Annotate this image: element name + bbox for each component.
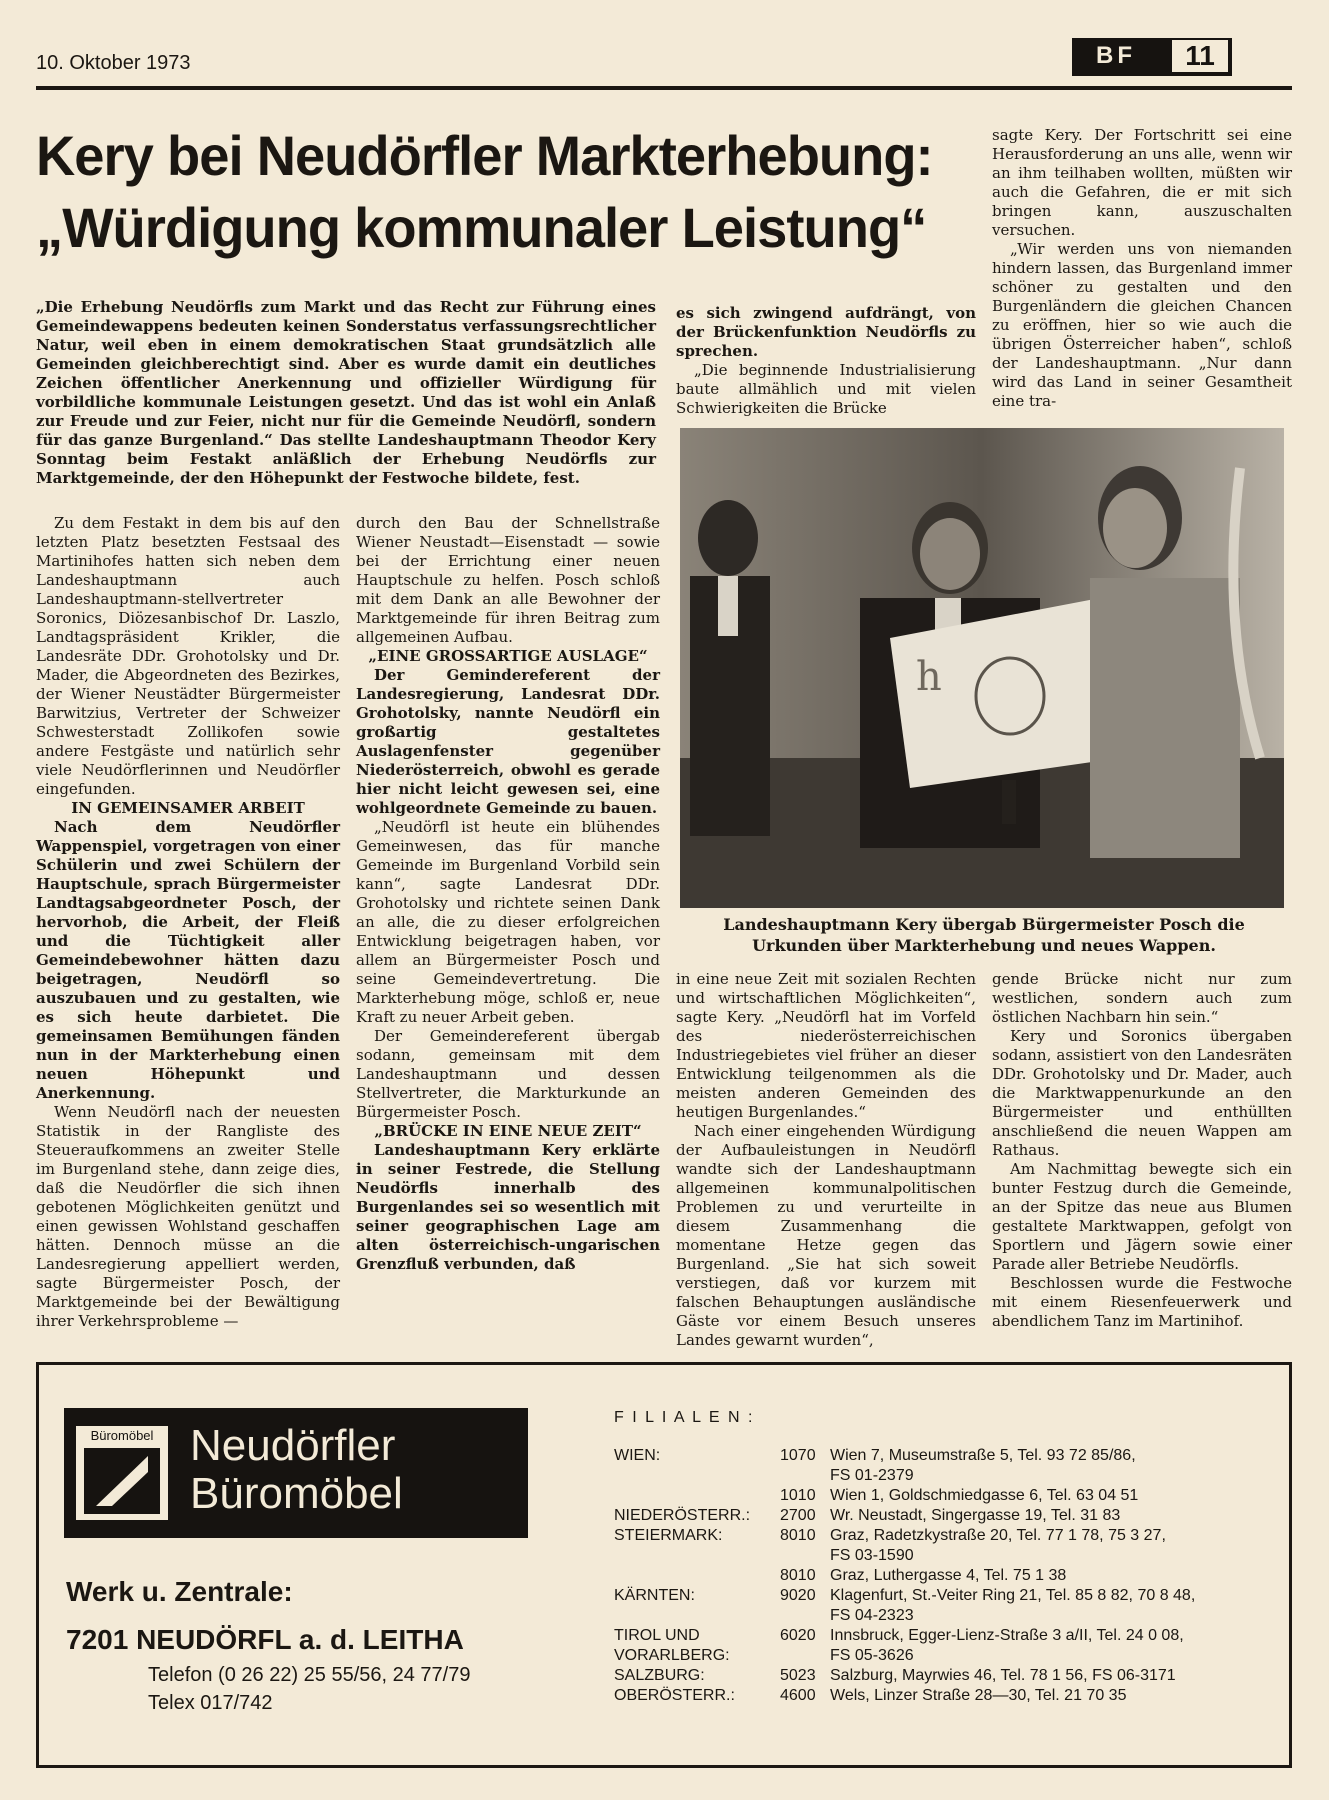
branch-address — [830, 1626, 1184, 1666]
branch-code: 8010 — [780, 1527, 816, 1544]
branch-region — [614, 1566, 780, 1586]
headline-line-1: Kery bei Neudörfler Markterhebung: — [36, 124, 933, 187]
branch-address: Graz, Luthergasse 4, Tel. 75 1 38 — [830, 1567, 1067, 1584]
branch-line: FS 03-1590 — [830, 1547, 914, 1564]
branch-row — [614, 1666, 1284, 1686]
hq-title: Werk u. Zentrale: — [66, 1576, 293, 1607]
branch-code: 2700 — [780, 1507, 816, 1524]
paragraph: Beschlossen wurde die Festwoche mit einem Riesenfeuerwerk und abendlichem Tanz im Martinihof. — [992, 1274, 1292, 1330]
paragraph: sagte Kery. Der Fortschritt sei eine Herausforderung an uns alle, wenn wir an ihm teilhaben wollten, müßten wir auch die Gefahren, die er mit sich bringen kann, auszuschalten versuchen. — [992, 126, 1292, 239]
paragraph: „Wir werden uns von niemanden hindern lassen, das Burgenland immer schöner zu gestalten und den Burgenländern die gleichen Chancen zu eröffnen, hier so wie auch die übrigen Österreicher haben“, schloß der Landeshauptmann. „Nur dann wird das Land in seiner Gesamtheit eine tra- — [992, 240, 1292, 410]
paragraph: durch den Bau der Schnellstraße Wiener Neustadt—Eisenstadt — sowie bei der Errichtung einer neuen Hauptschule zu helfen. Posch schloß mit dem Dank an alle Bewohner der Marktgemeinde für ihren Beitrag zum allgemeinen Aufbau. — [356, 514, 660, 646]
company-logo — [64, 1408, 528, 1538]
article-headline — [36, 120, 948, 264]
paragraph: „Die beginnende Industrialisierung baute allmählich und mit vielen Schwierigkeiten die Brücke — [676, 361, 976, 417]
paragraph: Der Gemeindereferent übergab sodann, gemeinsam mit dem Landeshauptmann und dessen Stellvertreter, die Markturkunde an Bürgermeister Posch. — [356, 1027, 660, 1121]
branch-region-line: TIROL UND — [614, 1627, 700, 1644]
branch-region — [614, 1486, 780, 1506]
hq-telex: Telex 017/742 — [148, 1692, 273, 1714]
branch-region: SALZBURG: — [614, 1667, 705, 1684]
article-lead: „Die Erhebung Neudörfls zum Markt und das Recht zur Führung eines Gemeindewappens bedeuten keinen Sonderstatus verfassungsrechtlicher Natur, weil eben in einem demokratischen Staat grundsätzlich alle Gemeinden gleichberechtigt sind. Aber es wurde damit ein deutliches Zeichen öffentlicher Anerkennung und offizieller Würdigung für vorbildliche kommunale Leistungen gesetzt. Und das ist wohl ein Anlaß zur Freude und zur Feier, nicht nur für die Gemeinde Neudörfl, sondern für das ganze Burgenland.“ Das stellte Landeshauptmann Theodor Kery Sonntag beim Festakt anläßlich der Erhebung Neudörfls zur Marktgemeinde, der den Höhepunkt der Festwoche bildete, fest. — [36, 298, 656, 487]
subheading: „BRÜCKE IN EINE NEUE ZEIT“ — [374, 1122, 642, 1140]
branch-code: 1070 — [780, 1447, 816, 1464]
column-1 — [36, 514, 340, 1331]
paragraph: Nach einer eingehenden Würdigung der Aufbauleistungen in Neudörfl wandte sich der Landeshauptmann allgemeinen kommunalpolitischen Problemen zu und verurteilte in diesem Zusammenhang die momentane Hetze gegen das Burgenland. „Sie hat sich soweit verstiegen, daß vor kurzem mit falschen Behauptungen ausländische Gäste vor einem Besuch unseres Landes gewarnt wurden“, — [676, 1122, 976, 1349]
logo-name — [190, 1422, 403, 1518]
branch-row — [614, 1686, 1284, 1706]
branch-line: FS 01-2379 — [830, 1467, 914, 1484]
branch-code: 5023 — [780, 1667, 816, 1684]
section-tag — [1072, 38, 1232, 76]
branch-address: Wr. Neustadt, Singergasse 19, Tel. 31 83 — [830, 1507, 1121, 1524]
logo-badge-text: Büromöbel — [90, 1428, 154, 1443]
paragraph: Kery und Soronics übergaben sodann, assistiert von den Landesräten DDr. Grohotolsky und Dr. Mader, auch die Marktwappenurkunde an den Bürgermeister und enthüllten anschließend die neuen Wappen am Rathaus. — [992, 1027, 1292, 1159]
page-number: 11 — [1172, 40, 1228, 72]
paragraph: „Neudörfl ist heute ein blühendes Gemeinwesen, das für manche Gemeinde im Burgenland Vorbild sein kann“, sagte Landesrat DDr. Grohotolsky und richtete seinen Dank an alle, die zu dieser erfolgreichen Entwicklung beigetragen haben, vor allem an Bürgermeister Posch und seine Gemeindevertretung. Die Markterhebung möge, schloß er, neue Kraft zu neuer Arbeit geben. — [356, 818, 660, 1026]
hq-address: 7201 NEUDÖRFL a. d. LEITHA — [66, 1624, 464, 1655]
photo-illustration — [680, 428, 1284, 908]
column-3-bottom — [676, 970, 976, 1350]
branch-region: KÄRNTEN: — [614, 1587, 695, 1604]
branch-code: 1010 — [780, 1487, 816, 1504]
branch-line: Klagenfurt, St.-Veiter Ring 21, Tel. 85 8 82, 70 8 48, — [830, 1587, 1196, 1604]
logo-name-line-2: Büromöbel — [190, 1469, 403, 1518]
article-photo — [680, 428, 1284, 908]
branch-address — [830, 1446, 1136, 1486]
paragraph: in eine neue Zeit mit sozialen Rechten und wirtschaftlichen Möglichkeiten“, sagte Kery. „Neudörfl hat im Vorfeld des niederösterreichischen Industriegebietes viel früher an dieser Entwicklung teilgenommen als die meisten anderen Gemeinden des heutigen Burgenlandes.“ — [676, 970, 976, 1121]
branch-code: 6020 — [780, 1627, 816, 1644]
branch-row — [614, 1506, 1284, 1526]
issue-date: 10. Oktober 1973 — [36, 52, 191, 74]
branch-address: Wien 1, Goldschmiedgasse 6, Tel. 63 04 51 — [830, 1487, 1139, 1504]
column-3-top — [676, 304, 976, 418]
branches-title: F I L I A L E N : — [614, 1409, 755, 1426]
subheading: IN GEMEINSAMER ARBEIT — [71, 799, 305, 817]
paragraph: Nach dem Neudörfler Wappenspiel, vorgetragen von einer Schülerin und zwei Schülern der Hauptschule, sprach Bürgermeister Landtagsabgeordneter Posch, der hervorhob, die Arbeit, der Fleiß und die Tüchtigkeit aller Gemeindebewohner hätten dazu beigetragen, Neudörfl so auszubauen und zu gestalten, wie es sich heute darbietet. Die gemeinsamen Bemühungen fänden nun in der Markterhebung einen neuen Höhepunkt und Anerkennung. — [36, 818, 340, 1102]
paragraph: es sich zwingend aufdrängt, von der Brückenfunktion Neudörfls zu sprechen. — [676, 304, 976, 360]
branch-row — [614, 1446, 1284, 1486]
branch-line: Innsbruck, Egger-Lienz-Straße 3 a/II, Tel. 24 0 08, — [830, 1627, 1184, 1644]
branch-region: NIEDERÖSTERR.: — [614, 1507, 751, 1524]
branch-address: Wels, Linzer Straße 28—30, Tel. 21 70 35 — [830, 1687, 1127, 1704]
hq-phone: Telefon (0 26 22) 25 55/56, 24 77/79 — [148, 1664, 471, 1686]
logo-name-line-1: Neudörfler — [190, 1421, 396, 1470]
branch-address — [830, 1586, 1195, 1626]
paragraph: Zu dem Festakt in dem bis auf den letzten Platz besetzten Festsaal des Martinihofes hatten sich neben dem Landeshauptmann auch Landeshauptmann-stellvertreter Soronics, Diözesanbischof Dr. Laszlo, Landtagspräsident Krikler, die Landesräte DDr. Grohotolsky und Dr. Mader, die Abgeordneten des Bezirkes, der Wiener Neustädter Bürgermeister Barwitzius, Vertreter der Schweizer Schwesterstadt Zollikofen sowie andere Festgäste und natürlich sehr viele Neudörflerinnen und Neudörfler eingefunden. — [36, 514, 340, 798]
branch-region — [614, 1626, 780, 1666]
branch-row — [614, 1566, 1284, 1586]
branch-region: STEIERMARK: — [614, 1527, 723, 1544]
subheading: „EINE GROSSARTIGE AUSLAGE“ — [368, 647, 648, 665]
branch-address — [830, 1526, 1166, 1566]
photo-caption: Landeshauptmann Kery übergab Bürgermeister Posch die Urkunden über Markterhebung und neues Wappen. — [723, 915, 1245, 955]
branch-row — [614, 1626, 1284, 1666]
paragraph: Landeshauptmann Kery erklärte in seiner Festrede, die Stellung Neudörfls innerhalb des Burgenlandes sei so wesentlich mit seiner geographischen Lage am alten österreichisch-ungarischen Grenzfluß verbunden, daß — [356, 1141, 660, 1273]
paragraph: Der Gemindereferent der Landesregierung, Landesrat DDr. Grohotolsky, nannte Neudörfl ein großartig gestaltetes Auslagenfenster gegenüber Niederösterreich, obwohl es gerade hier nicht leicht gewesen sei, eine wohlgeordnete Gemeinde zu bauen. — [356, 666, 660, 817]
section-label: BF — [1096, 42, 1136, 69]
branch-region-line: VORARLBERG: — [614, 1647, 730, 1664]
branch-line: FS 05-3626 — [830, 1647, 914, 1664]
column-2 — [356, 514, 660, 1274]
column-4-bottom — [992, 970, 1292, 1331]
column-4-top — [992, 126, 1292, 411]
branch-row — [614, 1486, 1284, 1506]
branch-region: OBERÖSTERR.: — [614, 1687, 735, 1704]
branch-line: Graz, Radetzkystraße 20, Tel. 77 1 78, 75 3 27, — [830, 1527, 1166, 1544]
branch-region: WIEN: — [614, 1447, 661, 1464]
branch-code: 9020 — [780, 1587, 816, 1604]
paragraph: Wenn Neudörfl nach der neuesten Statistik in der Rangliste des Steueraufkommens an zweiter Stelle im Burgenland stehe, dann zeige dies, daß die Neudörfler die sich ihnen gebotenen Möglichkeiten genützt und einen gewissen Wohlstand geschaffen hätten. Dennoch müsse an die Landesregierung appelliert werden, sagte Bürgermeister Posch, der Marktgemeinde bei der Bewältigung ihrer Verkehrsprobleme — — [36, 1103, 340, 1330]
branches-list — [614, 1446, 1284, 1706]
paragraph: gende Brücke nicht nur zum westlichen, sondern auch zum östlichen Nachbarn hin sein.“ — [992, 970, 1292, 1026]
headline-line-2: „Würdigung kommunaler Leistung“ — [36, 196, 927, 259]
branch-line: FS 04-2323 — [830, 1607, 914, 1624]
header-rule — [36, 86, 1292, 90]
branch-row — [614, 1586, 1284, 1626]
branch-code: 4600 — [780, 1687, 816, 1704]
paragraph: Am Nachmittag bewegte sich ein bunter Festzug durch die Gemeinde, an der Spitze das neue aus Blumen gestaltete Marktwappen, gefolgt von Sportlern und Jägern sowie einer Parade aller Betriebe Neudörfls. — [992, 1160, 1292, 1273]
branch-row — [614, 1526, 1284, 1566]
branch-line: Wien 7, Museumstraße 5, Tel. 93 72 85/86, — [830, 1447, 1136, 1464]
branch-code: 8010 — [780, 1567, 816, 1584]
branch-address: Salzburg, Mayrwies 46, Tel. 78 1 56, FS 06-3171 — [830, 1667, 1176, 1684]
svg-text:h: h — [916, 654, 942, 700]
